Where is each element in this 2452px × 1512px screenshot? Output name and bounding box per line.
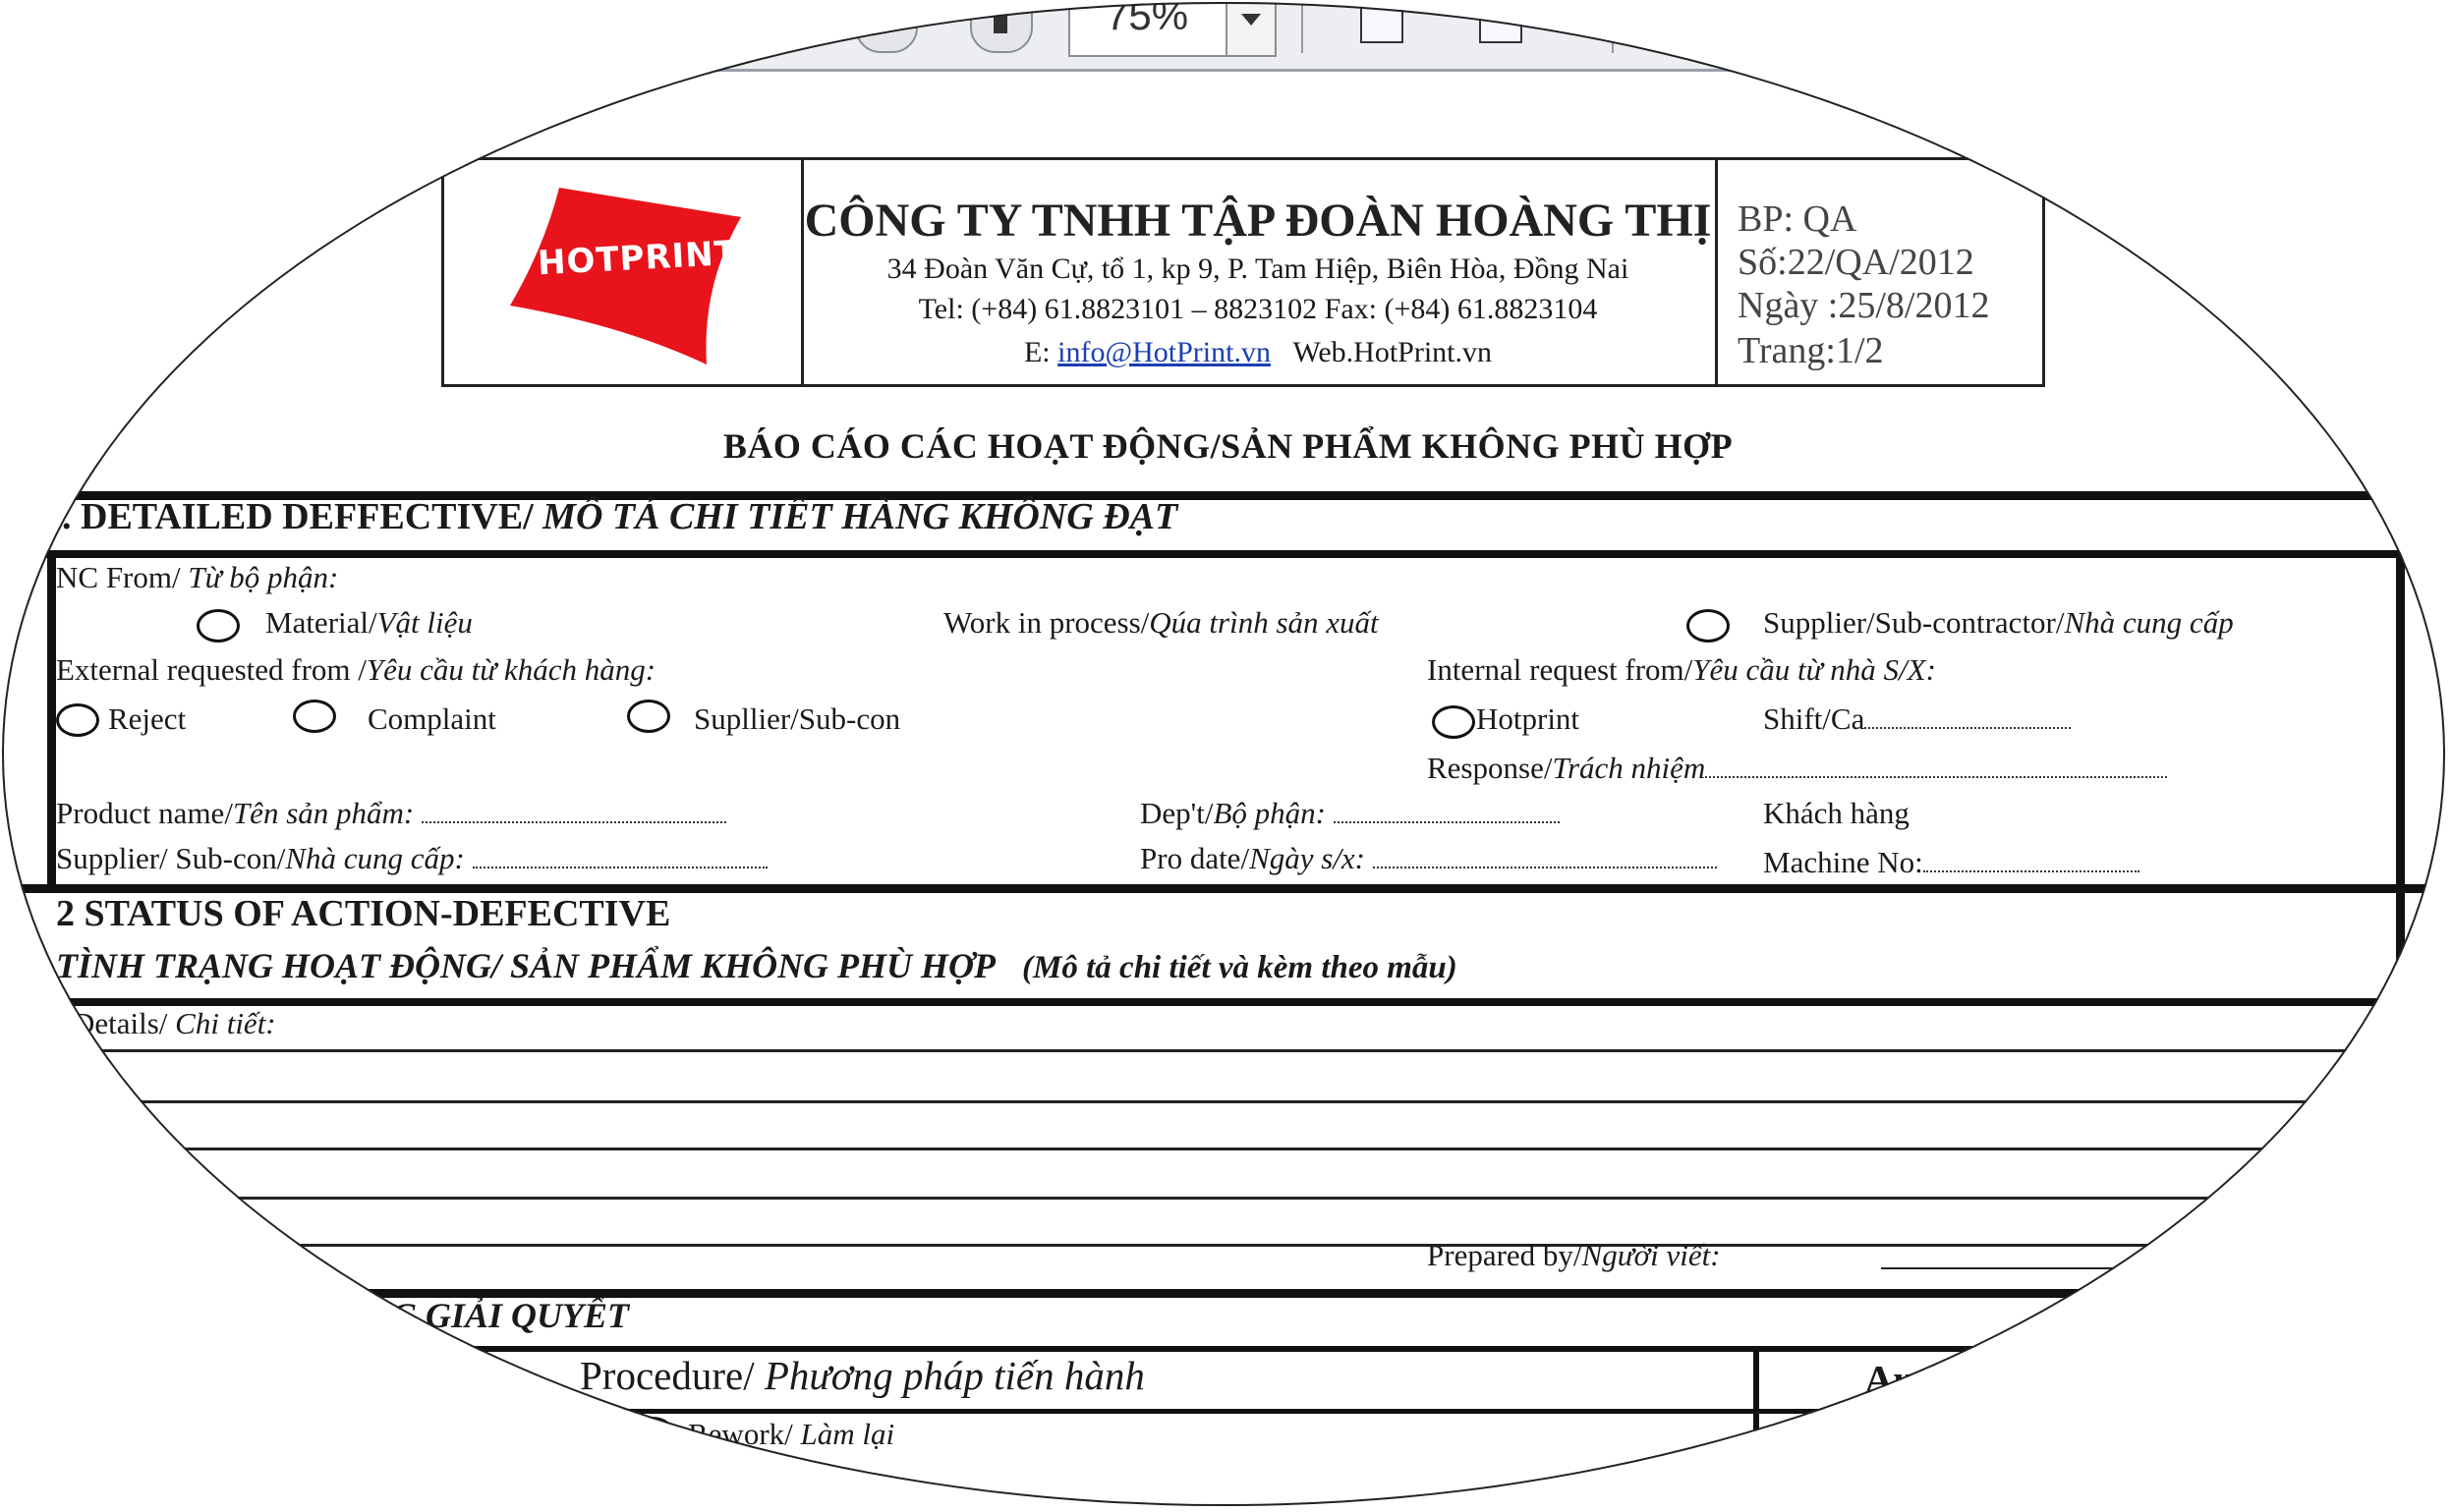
next-page-button[interactable] [970,2,1033,53]
pdf-toolbar [2,2,2445,72]
internal-request-label: Internal request from/Yêu cầu từ nhà S/X: [1427,652,1936,687]
company-name: CÔNG TY TNHH TẬP ĐOÀN HOÀNG THỊ [804,195,1712,247]
material-radio[interactable] [197,609,240,643]
machine-no-field[interactable]: Machine No: [1763,845,2139,880]
supplier-radio[interactable] [1686,609,1730,643]
document-viewport [2,2,2445,1506]
logo-text: HOTPRINT [537,233,739,284]
section-divider [2,998,2445,1006]
hotprint-radio[interactable] [1432,705,1475,739]
supplier-subcon-radio[interactable] [627,700,670,733]
shift-field[interactable]: Shift/Ca [1763,701,2071,737]
zoom-dropdown-button[interactable] [1226,2,1277,57]
fit-page-icon[interactable] [1479,2,1522,43]
department: BP: QA [1738,198,1857,240]
customer-label: Khách hàng [1763,796,1910,830]
email-label: E: [1023,336,1058,368]
details-label: Details/ Chi tiết: [73,1006,276,1040]
product-name-field[interactable]: Product name/Tên sản phẩm: [56,796,726,831]
details-line[interactable] [61,1049,2439,1052]
website: Web.HotPrint.vn [1292,336,1493,368]
logo-cell [444,160,804,384]
prepared-by-signature-line[interactable] [1881,1267,2137,1269]
section-border [2396,552,2405,1004]
table-column-divider [1753,1348,1759,1506]
pro-date-field[interactable]: Pro date/Ngày s/x: [1140,841,1717,876]
external-request-label: External requested from /Yêu cầu từ khách hàng: [56,652,656,687]
response-field[interactable]: Response/Trách nhiệm [1427,751,2167,786]
page-number: Trang:1/2 [1738,330,1884,371]
details-line[interactable] [61,1100,2439,1103]
prepared-by-label: Prepared by/Người viết: [1427,1238,1721,1272]
page-down-icon [994,10,1007,33]
document-number: Số:22/QA/2012 [1738,242,1974,283]
section2-heading-vi: TÌNH TRẠNG HOẠT ĐỘNG/ SẢN PHẨM KHÔNG PHÙ HỢP (Mô tả chi tiết và kèm theo mẫu) [56,946,1457,985]
section1-heading: 1. DETAILED DEFFECTIVE/ MÔ TẢ CHI TIẾT HÀNG KHÔNG ĐẠT [43,496,1178,537]
section3-heading: NG GIẢI QUYẾT [366,1296,630,1335]
reject-label: Reject [108,701,187,736]
previous-page-button[interactable] [855,2,918,53]
details-line[interactable] [61,1197,2439,1200]
authority-header: Auth [1864,1357,1952,1402]
company-contact [801,332,1715,372]
form-title: BÁO CÁO CÁC HOẠT ĐỘNG/SẢN PHẨM KHÔNG PHÙ HỢP [722,426,1734,466]
material-label: Material/Vật liệu [265,605,473,640]
section2-heading: 2 STATUS OF ACTION-DEFECTIVE [56,893,671,934]
complaint-radio[interactable] [293,700,336,733]
document-header [441,157,2045,387]
rework-label: Rework/ Làm lại [688,1417,895,1451]
supplier-subcon-label: Supllier/Sub-con [694,701,901,736]
doc-meta-cell [1715,160,2045,384]
wip-label: Work in process/Qúa trình sản xuất [943,605,1379,640]
company-phone: Tel: (+84) 61.8823101 – 8823102 Fax: (+84) 61.8823104 [918,293,1598,325]
toolbar-divider [1301,2,1303,53]
email-link[interactable]: info@HotPrint.vn [1057,336,1271,368]
dept-field[interactable]: Dep't/Bộ phận: [1140,796,1560,831]
toolbar-divider [1612,2,1614,53]
supplier-name-field[interactable]: Supplier/ Sub-con/Nhà cung cấp: [56,841,768,876]
complaint-label: Complaint [368,701,496,736]
section-divider [2,550,2445,558]
accept-label: Chấp nhận [690,1466,825,1500]
section-border [47,552,56,886]
supplier-label: Supplier/Sub-contractor/Nhà cung cấp [1763,605,2234,640]
table-row-divider [2,1409,2445,1414]
details-line[interactable] [61,1244,2439,1247]
fit-width-icon[interactable] [1360,2,1403,43]
document-date: Ngày :25/8/2012 [1738,285,1990,326]
company-address: 34 Đoàn Văn Cự, tổ 1, kp 9, P. Tam Hiệp, Biên Hòa, Đồng Nai [886,252,1629,285]
rework-radio[interactable] [631,1417,674,1450]
details-line[interactable] [61,1148,2439,1150]
reject-radio[interactable] [56,703,99,737]
procedure-header: Procedure/ Phương pháp tiến hành [580,1353,1145,1398]
hotprint-label: Hotprint [1476,701,1580,736]
company-info-cell [801,160,1715,384]
zoom-input[interactable]: 75% [1068,2,1229,57]
nc-from-label: NC From/ Từ bộ phận: [56,560,339,594]
section-divider [2,1346,2445,1352]
